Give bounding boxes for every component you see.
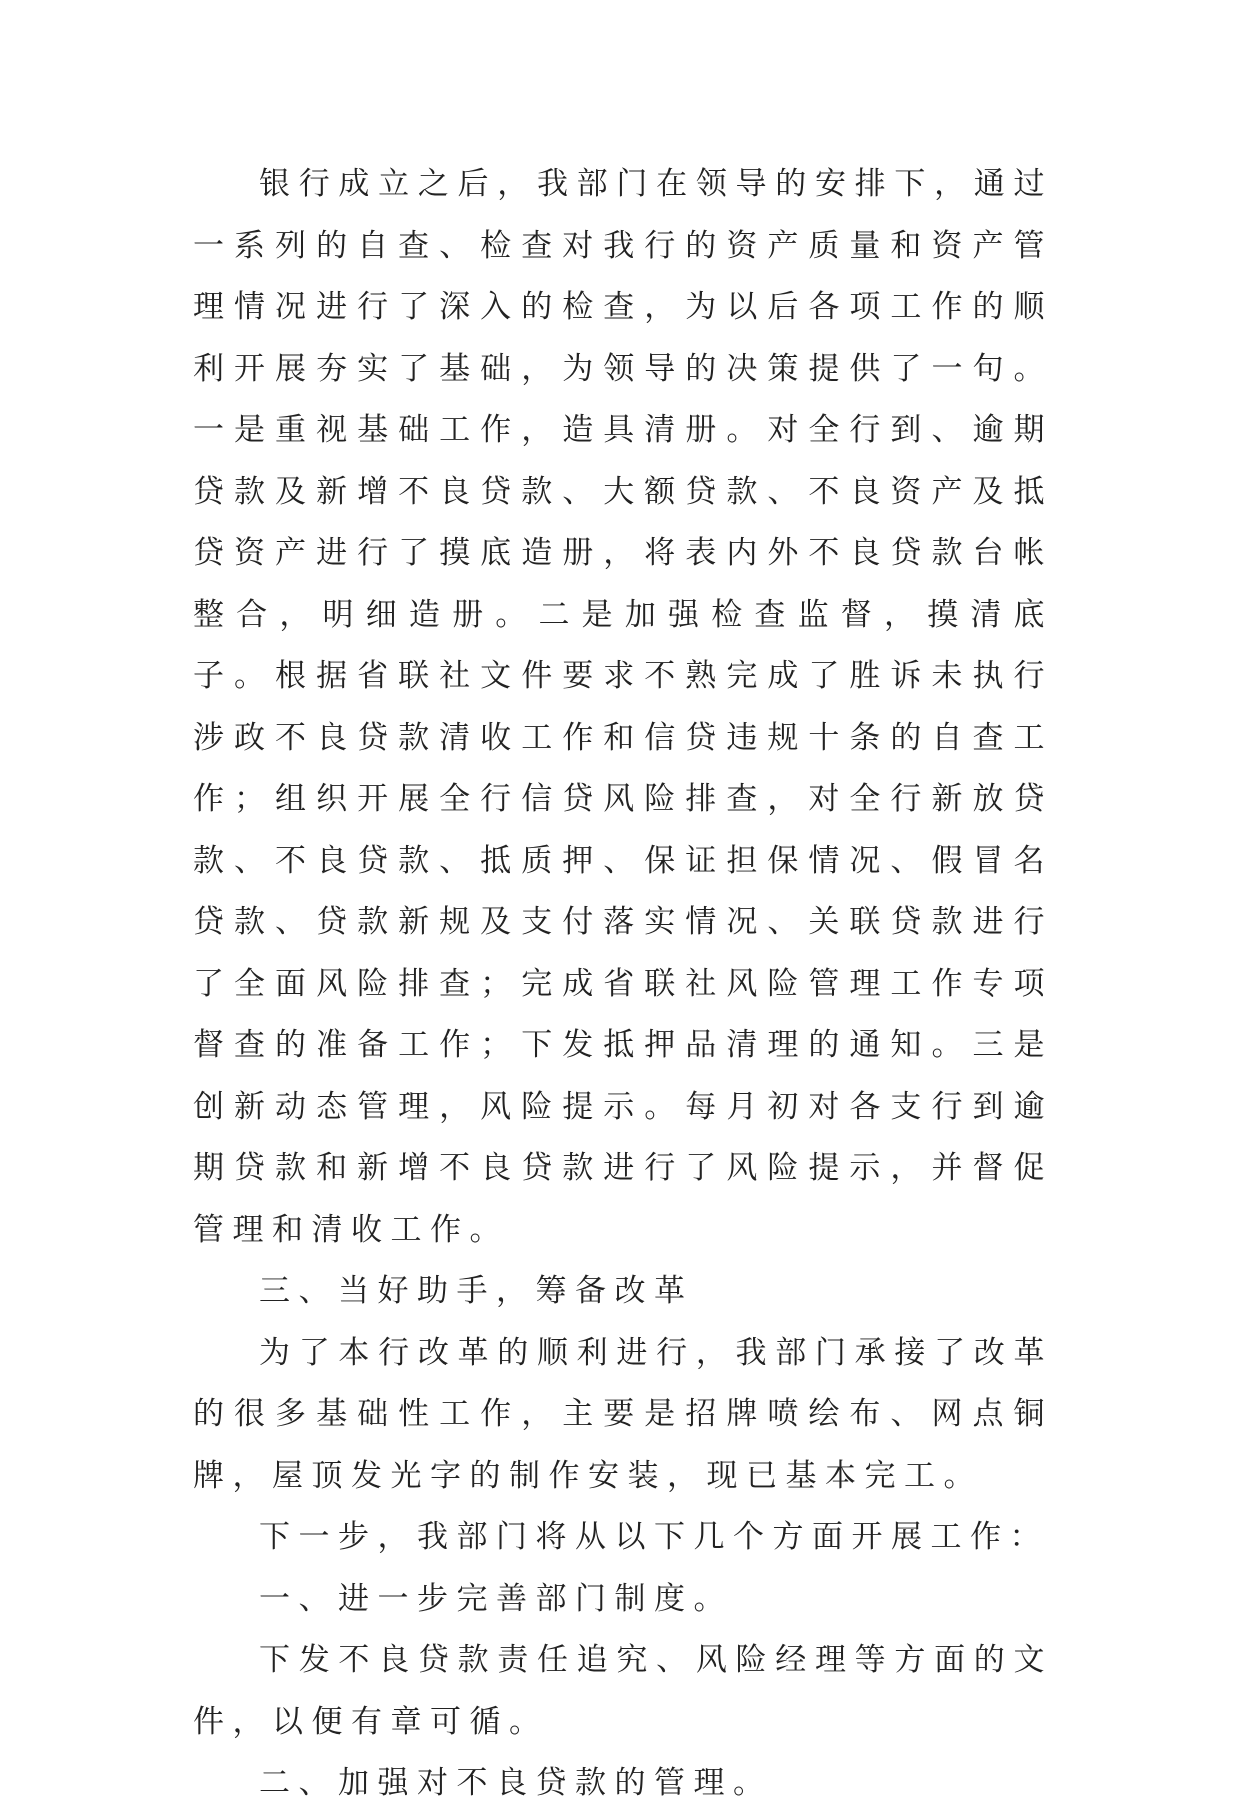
paragraph-reform-work: 为了本行改革的顺利进行，我部门承接了改革的很多基础性工作，主要是招牌喷绘布、网点铜牌，屋顶发光字的制作安装，现已基本完工。 xyxy=(193,1334,1053,1494)
item-heading-bad-loan-management: 二、加强对不良贷款的管理。 xyxy=(259,1765,773,1801)
paragraph-issue-documents: 下发不良贷款责任追究、风险经理等方面的文件，以便有章可循。 xyxy=(193,1642,1053,1740)
document-body xyxy=(193,154,1053,1815)
paragraph-asset-inspection: 银行成立之后，我部门在领导的安排下，通过一系列的自查、检查对我行的资产质量和资产管理情况进行了深入的检查，为以后各项工作的顺利开展夯实了基础，为领导的决策提供了一句。一是重视基础工作，造具清册。对全行到、逾期贷款及新增不良贷款、大额贷款、不良资产及抵贷资产进行了摸底造册，将表内外不良贷款台帐整合，明细造册。二是加强检查监督，摸清底子。根据省联社文件要求不熟完成了胜诉未执行涉政不良贷款清收工作和信贷违规十条的自查工作；组织开展全行信贷风险排查，对全行新放贷款、不良贷款、抵质押、保证担保情况、假冒名贷款、贷款新规及支付落实情况、关联贷款进行了全面风险排查；完成省联社风险管理工作专项督查的准备工作；下发抵押品清理的通知。三是创新动态管理，风险提示。每月初对各支行到逾期贷款和新增不良贷款进行了风险提示，并督促管理和清收工作。 xyxy=(193,166,1053,1248)
section-heading-reform: 三、当好助手，筹备改革 xyxy=(259,1273,694,1309)
paragraph-next-steps: 下一步，我部门将从以下几个方面开展工作： xyxy=(259,1519,1049,1555)
item-heading-department-system: 一、进一步完善部门制度。 xyxy=(259,1580,733,1617)
